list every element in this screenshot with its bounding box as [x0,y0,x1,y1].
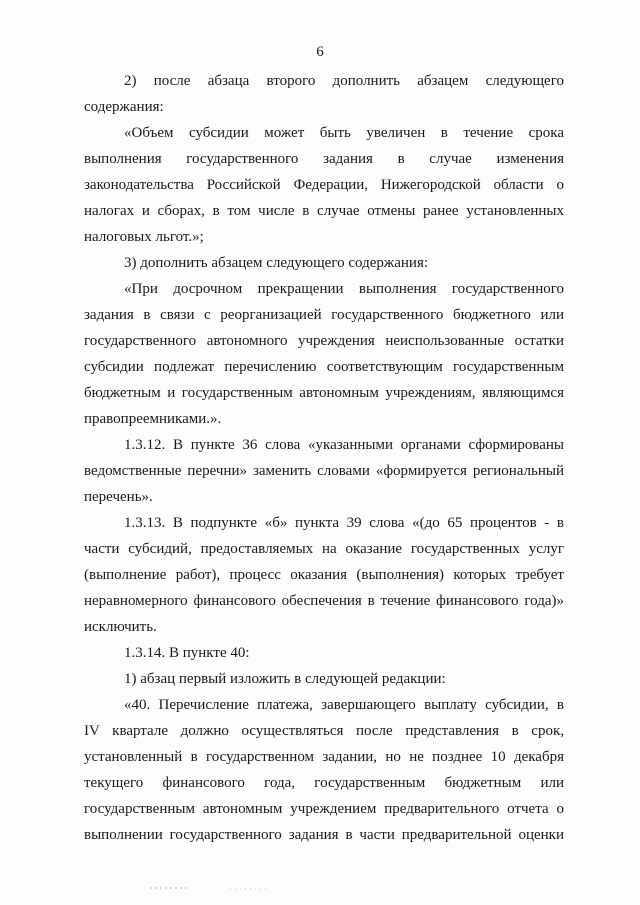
text-line: выполнении государственного задания в части предварительной оценки [84,827,564,843]
text-line: законодательства Российской Федерации, Нижегородской области о [84,177,564,193]
text-line: 1) абзац первый изложить в следующей редакции: [124,671,446,687]
text-line: исключить. [84,619,157,635]
text-line: 3) дополнить абзацем следующего содержания: [124,255,429,271]
text-line: субсидии подлежат перечислению соответствующим государственным [84,359,564,375]
text-line: установленный в государственном задании, но не позднее 10 декабря [84,749,564,765]
text-line: «40. Перечисление платежа, завершающего выплату субсидии, в [124,697,564,713]
text-line: бюджетным и государственным автономным учреждениям, являющимся [84,385,564,401]
text-line: 1.3.14. В пункте 40: [124,645,250,661]
text-line: 2) после абзаца второго дополнить абзацем следующего [124,73,564,89]
page-number: 6 [316,44,324,60]
text-line: IV квартале должно осуществляться после представления в срок, [84,723,564,739]
text-line: правопреемниками.». [84,411,222,427]
text-line: 1.3.12. В пункте 36 слова «указанными органами сформированы [124,437,564,453]
text-line: неравномерного финансового обеспечения в течение финансового года)» [84,593,564,609]
text-line: (выполнение работ), процесс оказания (выполнения) которых требует [84,567,564,583]
text-line: части субсидий, предоставляемых на оказание государственных услуг [84,541,564,557]
text-line: государственным автономным учреждением предварительного отчета о [84,801,564,817]
text-line: задания в связи с реорганизацией государственного бюджетного или [84,307,564,323]
text-line: «Объем субсидии может быть увеличен в течение срока [124,125,564,141]
text-line: перечень». [84,489,153,505]
text-line: налогах и сборах, в том числе в случае отмены ранее установленных [84,203,564,219]
text-line: государственного автономного учреждения неиспользованные остатки [84,333,564,349]
scan-noise [0,880,640,894]
text-line: выполнения государственного задания в случае изменения [84,151,564,167]
text-line: налоговых льгот.»; [84,229,204,245]
text-line: «При досрочном прекращении выполнения государственного [124,281,564,297]
text-line: текущего финансового года, государственным бюджетным или [84,775,564,791]
text-line: ведомственные перечни» заменить словами «формируется региональный [84,463,564,479]
text-line: 1.3.13. В подпункте «б» пункта 39 слова «(до 65 процентов - в [124,515,564,531]
text-line: содержания: [84,99,164,115]
